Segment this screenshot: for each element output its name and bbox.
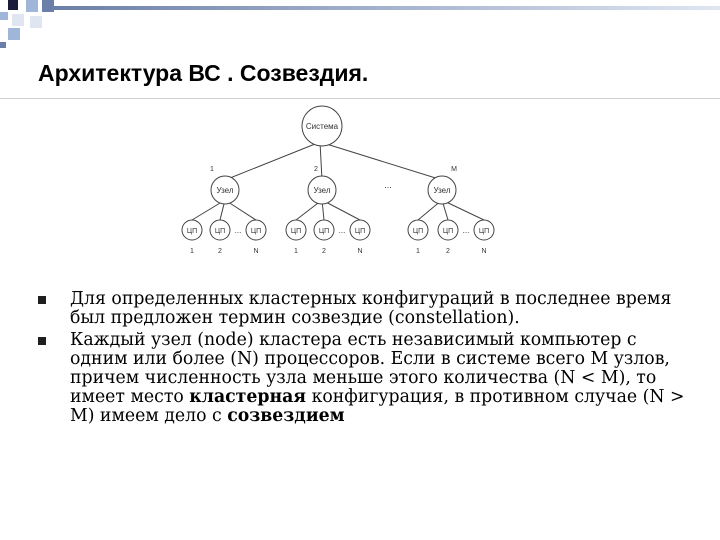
root-label: Система bbox=[305, 122, 339, 131]
cpu-number: 1 bbox=[190, 248, 194, 255]
branch-number: 1 bbox=[210, 166, 214, 173]
cpu-number: 2 bbox=[218, 248, 222, 255]
node-label: Узел bbox=[433, 186, 451, 195]
cpu-label: ЦП bbox=[290, 228, 302, 235]
cpu-label: ЦП bbox=[478, 228, 490, 235]
cpu-label: ЦП bbox=[412, 228, 424, 235]
slide-title: Архитектура ВС . Созвездия. bbox=[38, 60, 369, 86]
cpu-number: 1 bbox=[416, 248, 420, 255]
cpu-label: ЦП bbox=[186, 228, 198, 235]
decor-square bbox=[0, 42, 6, 48]
bullet-text: Каждый узел (node) кластера есть независимый компьютер с одним или более (N) процессоров. Если в системе всего М узлов, причем численность узла меньше этого количества (N < M), то имеет место bbox=[70, 330, 670, 407]
branch-number: M bbox=[451, 166, 457, 173]
cpu-number: 2 bbox=[322, 248, 326, 255]
node-label: Узел bbox=[313, 186, 331, 195]
cpu-number: N bbox=[253, 248, 259, 255]
branch-number: 2 bbox=[314, 166, 318, 173]
node-label: Узел bbox=[216, 186, 234, 195]
decor-square bbox=[8, 28, 20, 40]
decor-square bbox=[26, 0, 38, 12]
cpu-label: ЦП bbox=[214, 228, 226, 235]
top-bar bbox=[54, 6, 720, 10]
decor-square bbox=[0, 12, 8, 20]
ellipsis: ... bbox=[338, 226, 346, 235]
cpu-label: ЦП bbox=[318, 228, 330, 235]
bold-term-constellation: созвездием bbox=[227, 406, 345, 426]
decor-square bbox=[8, 0, 18, 10]
cpu-number: N bbox=[357, 248, 363, 255]
decor-square bbox=[42, 0, 54, 12]
bullet-marker bbox=[38, 337, 46, 345]
ellipsis: ... bbox=[462, 226, 470, 235]
cpu-label: ЦП bbox=[442, 228, 454, 235]
bold-term-cluster: кластерная bbox=[189, 387, 307, 407]
bullet-list bbox=[38, 290, 698, 426]
constellation-diagram bbox=[170, 104, 550, 264]
cpu-number: 2 bbox=[446, 248, 450, 255]
cpu-number: 1 bbox=[294, 248, 298, 255]
ellipsis: ... bbox=[384, 180, 392, 190]
bullet-text: Для определенных кластерных конфигураций в последнее время был предложен термин созвездие (constellation). bbox=[70, 289, 672, 328]
decor-square bbox=[30, 16, 42, 28]
ellipsis: ... bbox=[234, 226, 242, 235]
bullet-item bbox=[38, 331, 698, 426]
cpu-number: N bbox=[481, 248, 487, 255]
cpu-label: ЦП bbox=[250, 228, 262, 235]
bullet-text: конфигурация, в противном случае (N > M) имеем дело с bbox=[70, 387, 685, 426]
bullet-item bbox=[38, 290, 698, 328]
bullet-marker bbox=[38, 296, 46, 304]
decor-square bbox=[12, 14, 24, 26]
title-divider bbox=[0, 98, 720, 99]
cpu-label: ЦП bbox=[354, 228, 366, 235]
